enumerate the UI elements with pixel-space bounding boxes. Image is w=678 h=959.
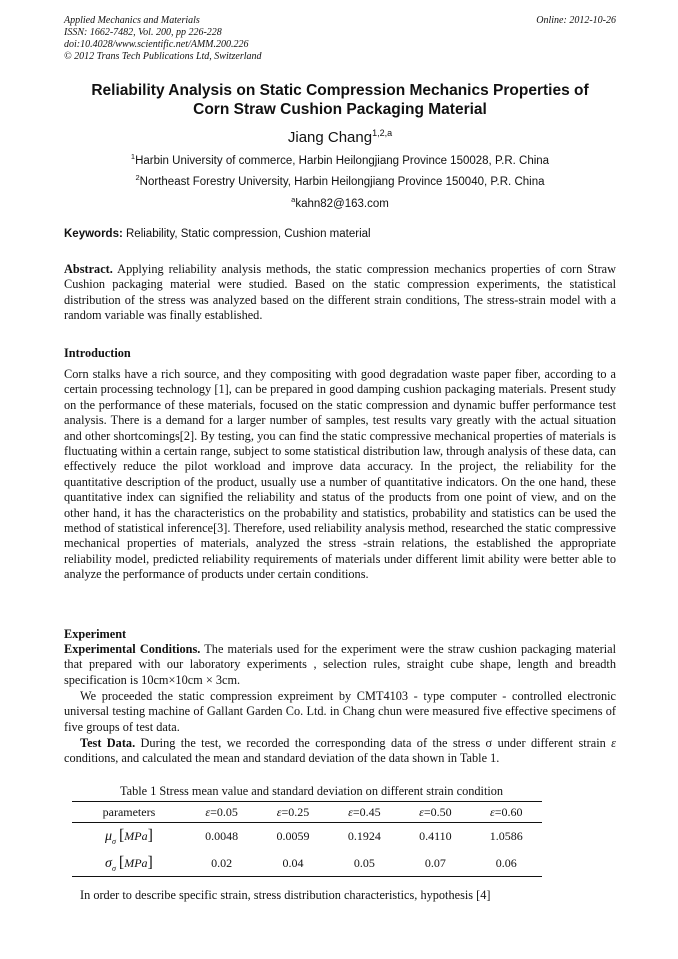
- stress-table: [72, 801, 542, 877]
- affiliation-email: [64, 193, 616, 211]
- affiliation-1-sup: 1: [130, 152, 136, 161]
- experimental-conditions-label: Experimental Conditions.: [64, 642, 201, 656]
- journal-header: [64, 15, 616, 63]
- affiliation-2-sup: 2: [135, 173, 140, 182]
- table-row-label: $\mu_\sigma$ [MPa]: [104, 827, 153, 846]
- mean-unit: MPa: [124, 829, 148, 844]
- introduction-heading: Introduction: [64, 346, 131, 360]
- online-date: Online: 2012-10-26: [536, 15, 616, 26]
- affiliation-1: [64, 150, 616, 168]
- experiment-heading: Experiment: [64, 627, 127, 641]
- table-row-std: [72, 850, 542, 877]
- table-row-label: $\sigma_\sigma$ [MPa]: [72, 850, 186, 877]
- strain-value: =0.25: [281, 804, 310, 819]
- affiliation-email-text: kahn82@163.com: [295, 197, 389, 210]
- affiliation-1-text: Harbin University of commerce, Harbin Heilongjiang Province 150028, P.R. China: [135, 154, 550, 167]
- paper-title-line2: Corn Straw Cushion Packaging Material: [193, 101, 487, 118]
- std-symbol: σ: [105, 855, 112, 871]
- experimental-conditions-text: The materials used for the experiment were the straw cushion packaging material that prepared with our laboratory experiments , selection rules, straight cube shape, length and breadth specification is 10cm×10cm × 3cm.: [64, 642, 616, 687]
- table-header-strain: [186, 802, 257, 823]
- test-data-text-2: conditions, and calculated the mean and standard deviation of the data shown in Table 1.: [64, 751, 500, 766]
- strain-symbol: ε: [419, 804, 424, 819]
- table-header-parameters: parameters: [72, 802, 186, 823]
- strain-symbol: ε: [490, 804, 495, 819]
- table-cell: 0.02: [186, 850, 257, 877]
- closing-text: In order to describe specific strain, stress distribution characteristics, hypothesis [4]: [80, 888, 491, 902]
- table-row-mean: [72, 823, 542, 851]
- keywords-label: Keywords:: [64, 228, 123, 240]
- table-caption: Table 1 Stress mean value and standard deviation on different strain condition: [120, 784, 504, 798]
- std-unit: MPa: [124, 855, 148, 870]
- test-data: [64, 736, 616, 767]
- paper-title: [64, 81, 616, 119]
- abstract-label: Abstract.: [64, 262, 113, 276]
- keywords: [64, 227, 616, 241]
- strain-value: =0.05: [210, 804, 238, 819]
- table-cell: 1.0586: [489, 829, 523, 843]
- keywords-text: Reliability, Static compression, Cushion material: [122, 228, 371, 240]
- mean-subscript: σ: [112, 836, 116, 846]
- journal-doi: doi:10.4028/www.scientific.net/AMM.200.226: [64, 39, 249, 50]
- table-cell: 0.04: [257, 850, 328, 877]
- table-header-strain: [471, 802, 542, 823]
- procedure-text: We proceeded the static compression expreiment by CMT4103 - type computer - controlled electronic universal testing machine of Gallant Garden Co. Ltd. in Chang chun were measured five effective specimens of five groups of test data.: [64, 689, 616, 734]
- table-header-row: [72, 802, 542, 823]
- strain-symbol: ε: [205, 804, 211, 819]
- mean-symbol: μ: [104, 829, 112, 845]
- table-header-strain: [257, 802, 328, 823]
- experimental-conditions: [64, 642, 616, 688]
- strain-symbol: ε: [276, 804, 282, 819]
- abstract: [64, 262, 616, 324]
- abstract-text: Applying reliability analysis methods, the static compression mechanics properties of corn Straw Cushion packaging material were studied. Based on the static compression experiments, the statistical distribution of the stress was analyzed based on the different strain conditions, The stress-strain model with a random variable was finally established.: [64, 262, 616, 323]
- table-cell: 0.1924: [347, 829, 381, 843]
- strain-symbol: ε: [611, 736, 616, 750]
- test-data-text-1: During the test, we recorded the corresponding data of the stress σ under different strain: [135, 736, 612, 750]
- affiliation-2: [64, 171, 616, 189]
- std-subscript: σ: [111, 863, 116, 873]
- affiliation-2-text: Northeast Forestry University, Harbin Heilongjiang Province 150040, P.R. China: [139, 175, 545, 188]
- journal-name: Applied Mechanics and Materials: [64, 15, 200, 26]
- table-cell: 0.4110: [419, 829, 452, 843]
- table-cell: 0.06: [471, 850, 542, 877]
- journal-copyright: © 2012 Trans Tech Publications Ltd, Switzerland: [64, 51, 262, 62]
- strain-value: =0.60: [494, 804, 523, 819]
- author: [64, 124, 616, 147]
- test-data-label: Test Data.: [80, 736, 136, 750]
- table-cell: 0.07: [400, 850, 470, 877]
- paper-title-line1: Reliability Analysis on Static Compression Mechanics Properties of: [91, 82, 589, 99]
- affiliation-email-sup: a: [291, 195, 296, 204]
- author-sup: 1,2,a: [372, 128, 393, 138]
- introduction-text: Corn stalks have a rich source, and they compositing with good degradation waste paper fiber, according to a certain processing technology [1], can be prepared in good damping cushion packaging materials. Present study on the performance of these materials, focused on the static compression and dynamic buffer performance test analysis. There is a demand for a larger number of samples, test results vary greatly with the actual situation and other shortcomings[2]. By testing, you can find the static compressive mechanical properties of materials is fluctuating within a certain range, subject to some statistical distribution law, through analysis of these data, can effectively reduce the pilot workload and improve data accuracy. In the project, the reliability for the quantitative description of the product, usually use a number of quantitative indicators. On the one hand, these quantitative index can signified the reliability and status of the products from one point of view, and on the other hand, it has the characteristics on the probability and statistics, probability and statistics can be used the method of statistical inference[3]. Therefore, used reliability analysis method, researched the static compressive mechanical properties of materials, analyzed the stress -strain relations, the established the appropriate reliability model, predicted reliability requirements of materials under different limit ability were better able to analyze the performance of products under certain conditions.: [64, 367, 616, 582]
- table-cell: 0.0059: [276, 829, 310, 843]
- journal-issn: ISSN: 1662-7482, Vol. 200, pp 226-228: [64, 27, 222, 38]
- strain-value: =0.50: [423, 804, 452, 819]
- author-name: Jiang Chang: [287, 129, 373, 146]
- table-cell: 0.05: [329, 850, 400, 877]
- strain-symbol: ε: [348, 804, 353, 819]
- table-header-strain: [329, 802, 400, 823]
- strain-value: =0.45: [352, 804, 381, 819]
- table-header-strain: [400, 802, 470, 823]
- table-cell: 0.0048: [205, 829, 239, 843]
